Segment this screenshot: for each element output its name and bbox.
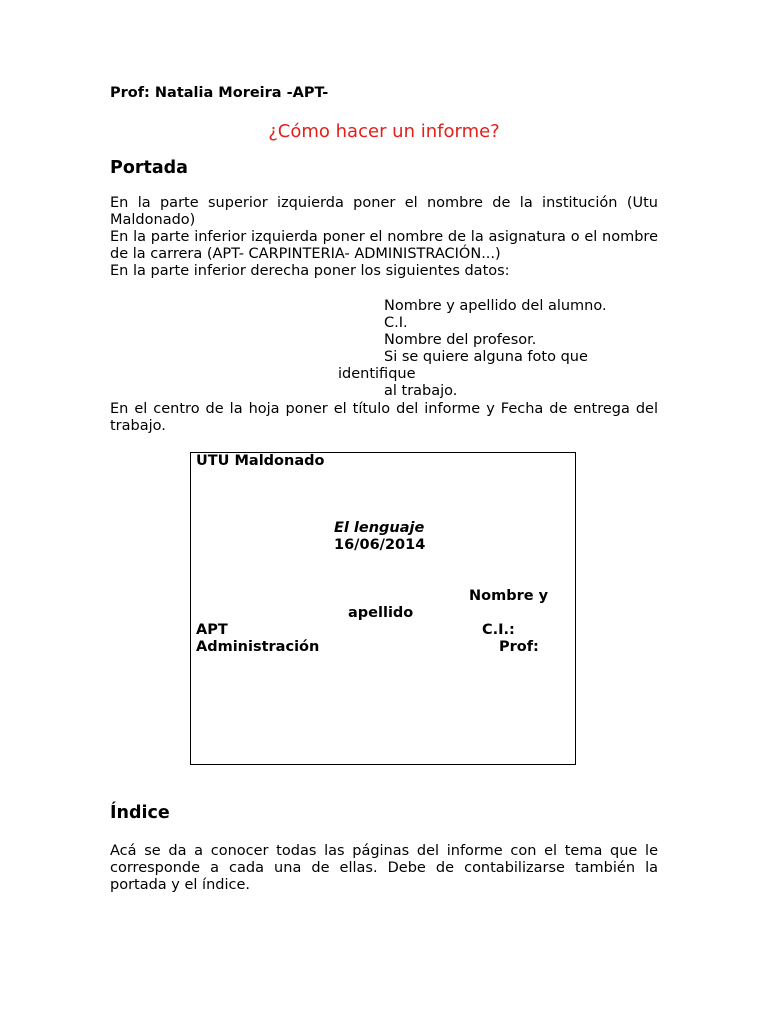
section-heading-portada: Portada [110, 158, 188, 178]
datos-item-foto-end: al trabajo. [384, 383, 458, 399]
example-report-title: El lenguaje [334, 520, 425, 536]
portada-paragraph-1: En la parte superior izquierda poner el nombre de la institución (Utu Maldonado) [110, 195, 658, 228]
indice-paragraph: Acá se da a conocer todas las páginas del informe con el tema que le corresponde a cada una de ellas. Debe de contabilizarse también la portada y el índice. [110, 843, 658, 893]
datos-item-name: Nombre y apellido del alumno. [384, 298, 607, 314]
example-institution: UTU Maldonado [196, 453, 325, 469]
datos-item-foto: Si se quiere alguna foto que [384, 349, 588, 365]
example-ci: C.I.: [482, 622, 515, 638]
example-cover-box [190, 452, 576, 765]
datos-item-ci: C.I. [384, 315, 408, 331]
document-title: ¿Cómo hacer un informe? [268, 121, 500, 142]
datos-item-profesor: Nombre del profesor. [384, 332, 537, 348]
author-line: Prof: Natalia Moreira -APT- [110, 85, 329, 101]
example-prof: Prof: [499, 639, 539, 655]
example-date: 16/06/2014 [334, 537, 426, 553]
section-heading-indice: Índice [110, 803, 170, 823]
example-student-name-line2: apellido [348, 605, 414, 621]
example-career-line1: APT [196, 622, 228, 638]
portada-paragraph-3: En la parte inferior derecha poner los siguientes datos: [110, 263, 510, 279]
datos-item-foto-cont: identifique [338, 366, 416, 382]
example-student-name-line1: Nombre y [469, 588, 549, 604]
example-career-line2: Administración [196, 639, 320, 655]
portada-paragraph-2: En la parte inferior izquierda poner el nombre de la asignatura o el nombre de la carrera (APT- CARPINTERIA- ADMINISTRACIÓN...) [110, 229, 658, 262]
portada-center-paragraph: En el centro de la hoja poner el título del informe y Fecha de entrega del trabajo. [110, 401, 658, 434]
